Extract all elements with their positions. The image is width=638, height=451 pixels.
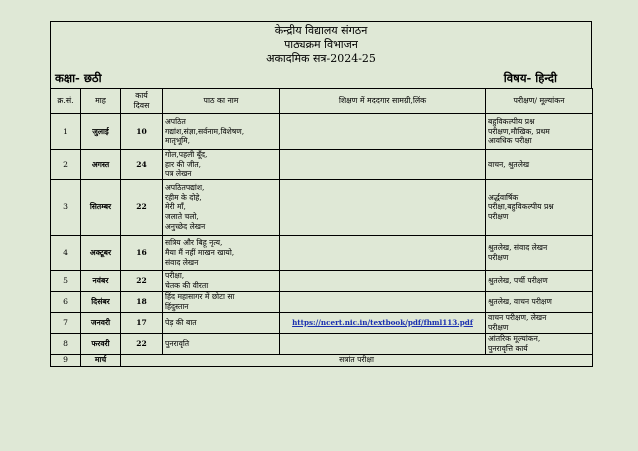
cell-sno: 5 — [51, 270, 81, 291]
cell-assessment: श्रुतलेख, पर्ची परीक्षण — [486, 270, 593, 291]
table-row — [51, 235, 593, 270]
table-row — [51, 291, 593, 312]
cell-lesson: परीक्षा, चेतक की वीरता — [163, 270, 280, 291]
cell-resource — [280, 270, 486, 291]
cell-days: 10 — [121, 114, 163, 150]
cell-days: 18 — [121, 291, 163, 312]
curriculum-sheet — [50, 21, 592, 367]
cell-sno: 6 — [51, 291, 81, 312]
col-header-assessment: परीक्षण/ मूल्यांकन — [486, 89, 593, 114]
cell-resource — [280, 291, 486, 312]
cell-sno: 7 — [51, 312, 81, 333]
cell-lesson: गोल,पहली बूँद, हार की जीत, पत्र लेखन — [163, 150, 280, 180]
session-title: अकादमिक सत्र-2024-25 — [266, 52, 376, 65]
cell-sno: 1 — [51, 114, 81, 150]
col-header-sno: क्र.सं. — [51, 89, 81, 114]
cell-days: 22 — [121, 179, 163, 235]
cell-lesson: अपठित गद्यांश,संज्ञा,सर्वनाम,विशेषण, मातृभूमि, — [163, 114, 280, 150]
table-row — [51, 312, 593, 333]
cell-sno: 8 — [51, 333, 81, 354]
cell-month: जुलाई — [81, 114, 121, 150]
cell-resource — [280, 179, 486, 235]
subject-label: विषय- हिन्दी — [503, 71, 557, 85]
table-row — [51, 354, 593, 366]
cell-days: 17 — [121, 312, 163, 333]
col-header-lesson: पाठ का नाम — [163, 89, 280, 114]
cell-lesson: अपठितपद्यांश, रहीम के दोहे, मेरी माँ, जलाते चलो, अनुच्छेद लेखन — [163, 179, 280, 235]
org-name: केन्द्रीय विद्यालय संगठन — [274, 24, 368, 37]
cell-sno: 2 — [51, 150, 81, 180]
cell-resource — [280, 333, 486, 354]
department-name: पाठ्यक्रम विभाजन — [284, 38, 358, 51]
cell-month: जनवरी — [81, 312, 121, 333]
cell-month: दिसंबर — [81, 291, 121, 312]
cell-sno: 4 — [51, 235, 81, 270]
textbook-link[interactable]: https://ncert.nic.in/textbook/pdf/fhml113.pdf — [292, 317, 473, 327]
cell-month: फरवरी — [81, 333, 121, 354]
table-row — [51, 270, 593, 291]
cell-month: अक्टूबर — [81, 235, 121, 270]
cell-assessment: आंतरिक मूल्यांकन, पुनरावृत्ति कार्य — [486, 333, 593, 354]
cell-lesson: पुनरावृति — [163, 333, 280, 354]
cell-days: 24 — [121, 150, 163, 180]
col-header-month: माह — [81, 89, 121, 114]
cell-assessment: श्रुतलेख, वाचन परीक्षण — [486, 291, 593, 312]
cell-sno: 9 — [51, 354, 81, 366]
cell-days: 22 — [121, 270, 163, 291]
class-label: कक्षा- छठी — [55, 71, 102, 85]
cell-days: 16 — [121, 235, 163, 270]
cell-days: 22 — [121, 333, 163, 354]
cell-final-exam: सत्रांत परीक्षा — [121, 354, 593, 366]
table-header-row — [51, 89, 593, 114]
cell-lesson: हिंद महासागर में छोटा सा हिंदुस्तान — [163, 291, 280, 312]
cell-month: सितम्बर — [81, 179, 121, 235]
cell-lesson: सत्रिय और बिहू नृत्य, मैया मैं नहीं माखन खायो, संवाद लेखन — [163, 235, 280, 270]
cell-month: नवंबर — [81, 270, 121, 291]
cell-assessment: बहुविकल्पीय प्रश्न परीक्षण,मौखिक, प्रथम आवधिक परीक्षा — [486, 114, 593, 150]
cell-resource — [280, 235, 486, 270]
table-row — [51, 179, 593, 235]
table-row — [51, 114, 593, 150]
cell-resource — [280, 150, 486, 180]
cell-lesson: पेड़ की बात — [163, 312, 280, 333]
cell-assessment: अर्द्धवार्षिक परीक्षा,बहुविकल्पीय प्रश्न परीक्षण — [486, 179, 593, 235]
cell-assessment: वाचन परीक्षण, लेखन परीक्षण — [486, 312, 593, 333]
syllabus-table — [50, 88, 593, 367]
table-row — [51, 150, 593, 180]
cell-assessment: श्रुतलेख, संवाद लेखन परीक्षण — [486, 235, 593, 270]
cell-assessment: वाचन, श्रुतलेख — [486, 150, 593, 180]
cell-month: मार्च — [81, 354, 121, 366]
table-row — [51, 333, 593, 354]
cell-sno: 3 — [51, 179, 81, 235]
col-header-days: कार्य दिवस — [121, 89, 163, 114]
cell-resource — [280, 312, 486, 333]
sheet-header — [50, 21, 592, 88]
cell-month: अगस्त — [81, 150, 121, 180]
cell-resource — [280, 114, 486, 150]
col-header-resource: शिक्षण में मददगार सामग्री,लिंक — [280, 89, 486, 114]
